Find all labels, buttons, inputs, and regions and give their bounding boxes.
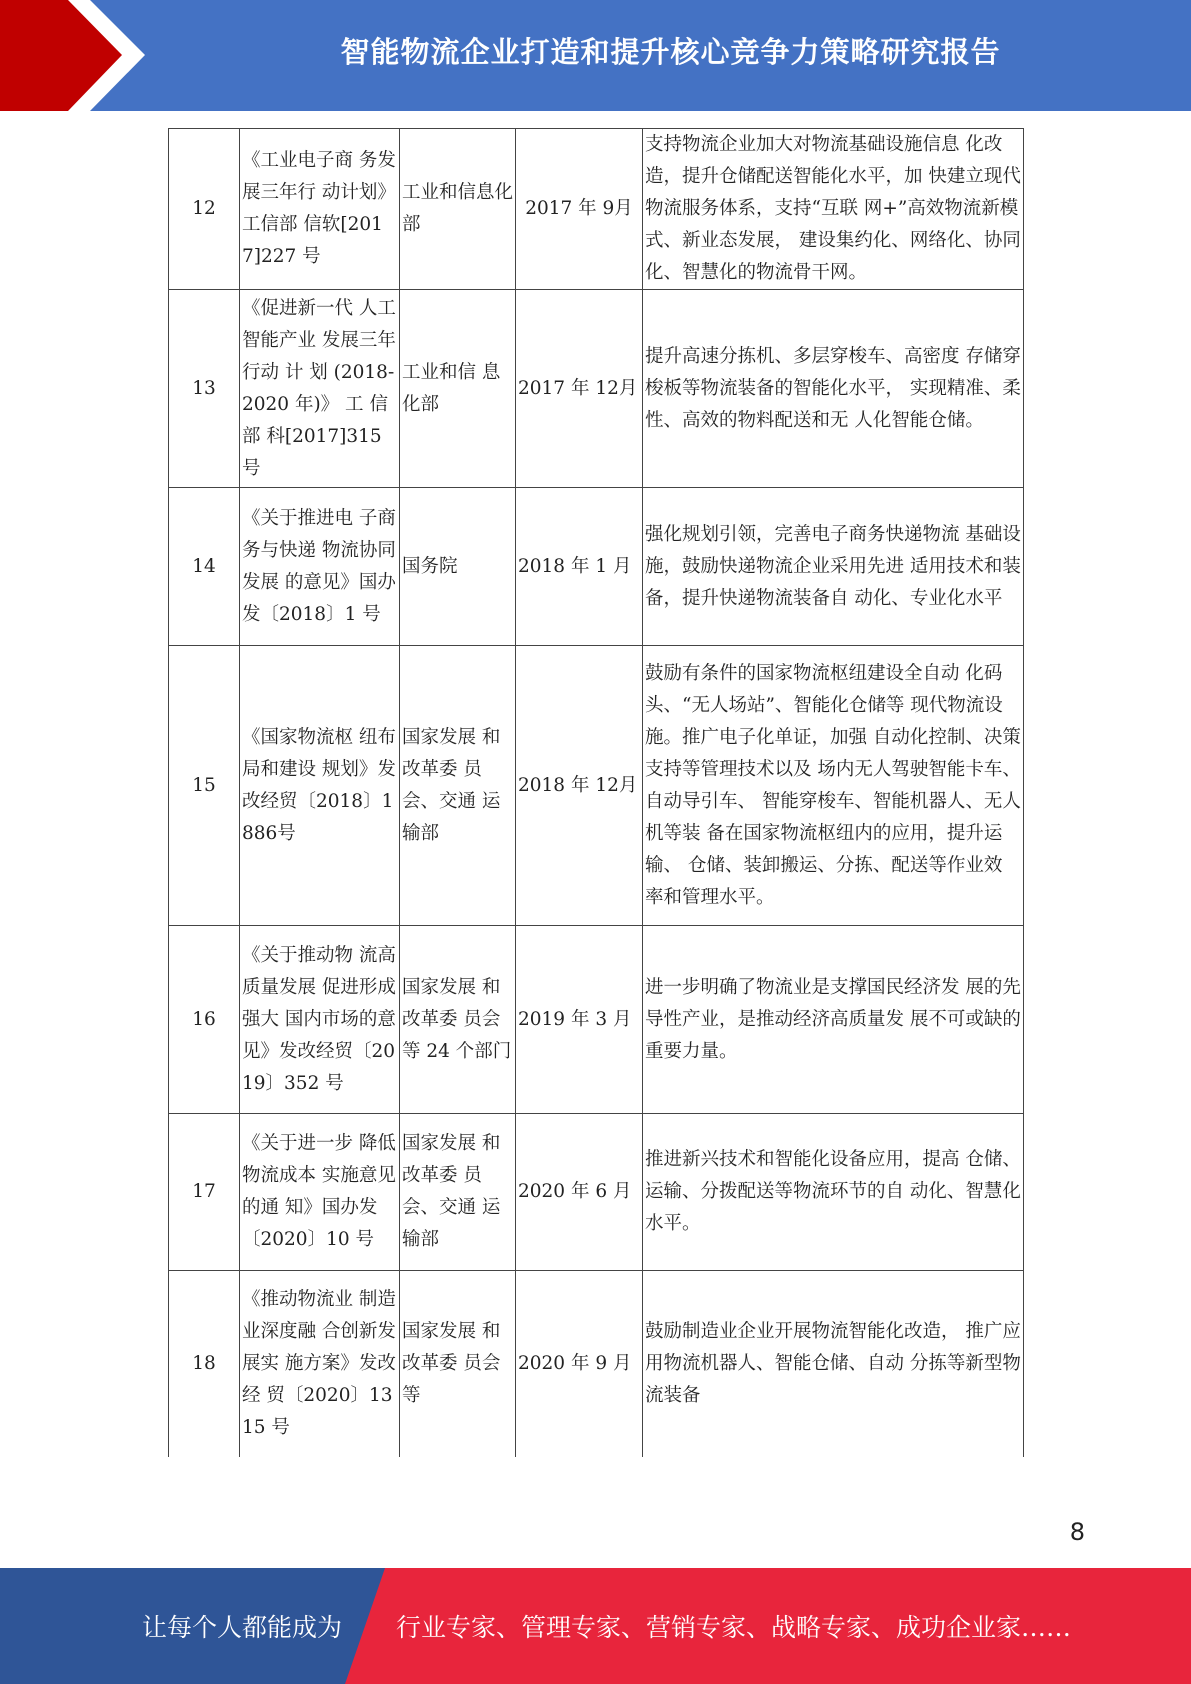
issue-date: 2018 年 12月 bbox=[516, 646, 643, 926]
policy-content: 进一步明确了物流业是支撑国民经济发 展的先导性产业，是推动经济高质量发 展不可或缺的重要力量。 bbox=[643, 926, 1024, 1114]
page-number: 8 bbox=[1069, 1518, 1085, 1546]
issuing-department: 国家发展 和改革委 员会等 24 个部门 bbox=[400, 926, 516, 1114]
policy-table bbox=[168, 128, 1024, 1457]
issuing-department: 工业和信息化部 bbox=[400, 129, 516, 290]
header-arrow-decoration bbox=[0, 0, 150, 111]
table-row bbox=[169, 646, 1024, 926]
table-row bbox=[169, 129, 1024, 290]
issue-date: 2017 年 12月 bbox=[516, 290, 643, 488]
footer-slogan-right: 行业专家、管理专家、营销专家、战略专家、成功企业家…… bbox=[396, 1613, 1072, 1642]
issue-date: 2018 年 1 月 bbox=[516, 488, 643, 646]
policy-title: 《关于推进电 子商务与快递 物流协同发展 的意见》国办发〔2018〕1 号 bbox=[240, 488, 400, 646]
table-row bbox=[169, 926, 1024, 1114]
issue-date: 2017 年 9月 bbox=[516, 129, 643, 290]
issuing-department: 国家发展 和改革委 员会、交通 运输部 bbox=[400, 1114, 516, 1271]
policy-content: 推进新兴技术和智能化设备应用，提高 仓储、运输、分拨配送等物流环节的自 动化、智慧化水平。 bbox=[643, 1114, 1024, 1271]
issuing-department: 工业和信 息化部 bbox=[400, 290, 516, 488]
row-number: 12 bbox=[169, 129, 240, 290]
header-banner bbox=[0, 0, 1191, 111]
row-number: 16 bbox=[169, 926, 240, 1114]
policy-title: 《关于推动物 流高质量发展 促进形成强大 国内市场的意 见》发改经贸〔2019〕352 号 bbox=[240, 926, 400, 1114]
row-number: 18 bbox=[169, 1271, 240, 1457]
policy-content: 鼓励制造业企业开展物流智能化改造， 推广应用物流机器人、智能仓储、自动 分拣等新型物流装备 bbox=[643, 1271, 1024, 1457]
table-row bbox=[169, 1114, 1024, 1271]
row-number: 13 bbox=[169, 290, 240, 488]
policy-title: 《促进新一代 人工智能产业 发展三年行动 计 划 (2018-2020 年)》 工 信 部 科[2017]315 号 bbox=[240, 290, 400, 488]
policy-content: 支持物流企业加大对物流基础设施信息 化改造，提升仓储配送智能化水平，加 快建立现代物流服务体系，支持“互联 网+”高效物流新模式、新业态发展， 建设集约化、网络化、协同化、智慧化的物流骨干网。 bbox=[643, 129, 1024, 290]
footer-banner bbox=[0, 1568, 1191, 1684]
table-row bbox=[169, 1271, 1024, 1457]
table-row bbox=[169, 290, 1024, 488]
issuing-department: 国家发展 和改革委 员会等 bbox=[400, 1271, 516, 1457]
policy-content: 鼓励有条件的国家物流枢纽建设全自动 化码头、“无人场站”、智能化仓储等 现代物流设施。推广电子化单证，加强 自动化控制、决策支持等管理技术以及 场内无人驾驶智能卡车、自动导引车、 智能穿梭车、智能机器人、无人机等装 备在国家物流枢纽内的应用，提升运输、 仓储、装卸搬运、分拣、配送等作业效 率和管理水平。 bbox=[643, 646, 1024, 926]
table-row bbox=[169, 488, 1024, 646]
policy-title: 《关于进一步 降低物流成本 实施意见的通 知》国办发〔2020〕10 号 bbox=[240, 1114, 400, 1271]
row-number: 15 bbox=[169, 646, 240, 926]
issue-date: 2019 年 3 月 bbox=[516, 926, 643, 1114]
row-number: 14 bbox=[169, 488, 240, 646]
policy-content: 提升高速分拣机、多层穿梭车、高密度 存储穿梭板等物流装备的智能化水平， 实现精准、柔性、高效的物料配送和无 人化智能仓储。 bbox=[643, 290, 1024, 488]
policy-content: 强化规划引领，完善电子商务快递物流 基础设施，鼓励快递物流企业采用先进 适用技术和装备，提升快递物流装备自 动化、专业化水平 bbox=[643, 488, 1024, 646]
policy-title: 《工业电子商 务发展三年行 动计划》工信部 信软[2017]227 号 bbox=[240, 129, 400, 290]
issue-date: 2020 年 9 月 bbox=[516, 1271, 643, 1457]
footer-slogan-left: 让每个人都能成为 bbox=[142, 1613, 343, 1642]
issuing-department: 国务院 bbox=[400, 488, 516, 646]
row-number: 17 bbox=[169, 1114, 240, 1271]
report-title: 智能物流企业打造和提升核心竞争力策略研究报告 bbox=[340, 34, 1001, 69]
issuing-department: 国家发展 和改革委 员会、交通 运输部 bbox=[400, 646, 516, 926]
policy-title: 《推动物流业 制造业深度融 合创新发展实 施方案》发改经 贸〔2020〕1315 号 bbox=[240, 1271, 400, 1457]
issue-date: 2020 年 6 月 bbox=[516, 1114, 643, 1271]
policy-title: 《国家物流枢 纽布局和建设 规划》发改经贸〔2018〕1886号 bbox=[240, 646, 400, 926]
